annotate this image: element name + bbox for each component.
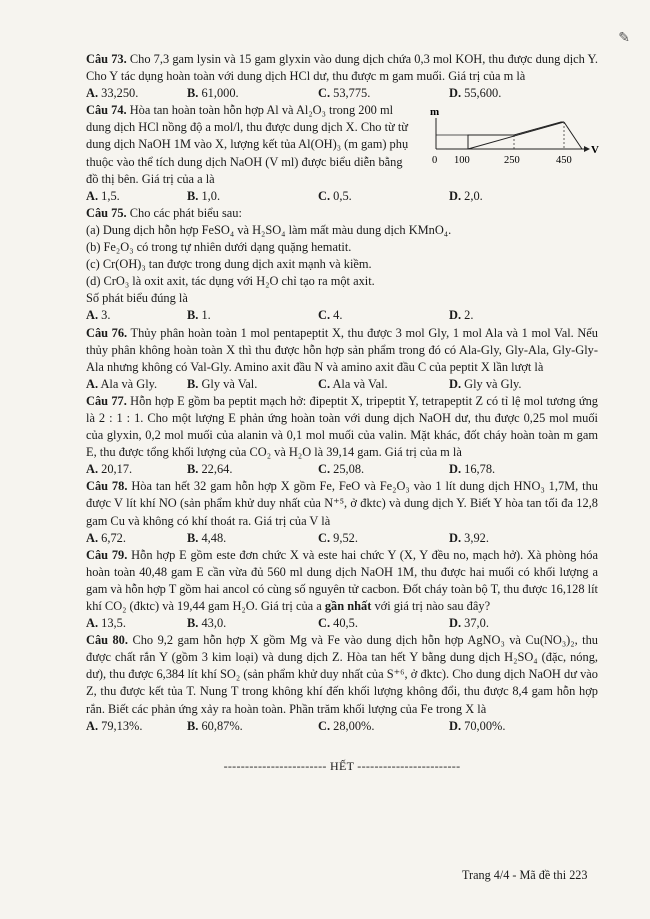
pen-mark-icon: ✎ (618, 31, 630, 46)
question-73: Câu 73. Cho 7,3 gam lysin và 15 gam glyxin vào dung dịch chứa 0,3 mol KOH, thu được dung dịch Y. Cho Y tác dụng hoàn toàn với dung dịch HCl dư, thu được m gam muối. Giá trị của m là (86, 52, 599, 84)
option-c: C. 40,5. (318, 616, 358, 631)
option-c: C. 4. (318, 308, 343, 323)
option-b: B. 43,0. (187, 616, 227, 631)
option-b: B. 60,87%. (187, 718, 243, 733)
graph-y-label: m (430, 106, 440, 119)
statement-a: (a) Dung dịch hỗn hợp FeSO₄ và H₂SO₄ làm mất màu dung dịch KMnO₄. (86, 222, 452, 237)
option-c: C. 9,52. (318, 530, 358, 545)
option-d: D. Gly và Gly. (449, 376, 522, 391)
option-a: A. 6,72. (86, 530, 126, 545)
graph-fall-line (564, 122, 582, 149)
question-79: Câu 79. Hỗn hợp E gồm este đơn chức X và este hai chức Y (X, Y đều no, mạch hở). Xà phòng hóa hoàn toàn 40,48 gam E cần vừa đủ 560 ml dung dịch NaOH 1M, thu được hai muối có khối lượng a gam và hỗn hợp T gồm hai ancol có cùng số nguyên tử cacbon. Đốt cháy toàn bộ T, thu được 16,128 lít khí CO₂ (đktc) và 19,44 gam H₂O. Giá trị của a gần nhất với giá trị nào sau đây? (86, 547, 598, 613)
option-b: B. 22,64. (187, 462, 233, 477)
statement-c: (c) Cr(OH)₃ tan được trong dung dịch axit mạnh và kiềm. (86, 257, 372, 272)
option-b: B. 4,48. (187, 530, 227, 545)
question-74: Câu 74. Hòa tan hoàn toàn hỗn hợp Al và Al₂O₃ trong 200 ml dung dịch HCl nồng độ a mol/l, thu được dung dịch X. Cho từ từ dung dịch NaOH 1M vào X, lượng kết tủa Al(OH)₃ (m gam) phụ thuộc vào thể tích dung dịch NaOH (V ml) được biểu diễn bằng đồ thị bên. Giá trị của a là m V 0 100 250 450 (86, 103, 599, 186)
questions-area (86, 51, 598, 775)
graph-x-label: V (591, 144, 599, 157)
option-d: D. 2,0. (449, 188, 483, 203)
option-b: B. Gly và Val. (187, 376, 258, 391)
options-80 (86, 718, 598, 735)
option-a: A. 33,250. (86, 86, 139, 101)
option-b: B. 1. (187, 308, 211, 323)
option-a: A. 13,5. (86, 616, 126, 631)
question-75-tail: Số phát biểu đúng là (86, 291, 188, 306)
option-d: D. 55,600. (449, 86, 502, 101)
tick-100: 100 (454, 155, 470, 167)
question-77: Câu 77. Hỗn hợp E gồm ba peptit mạch hở: đipeptit X, tripeptit Y, tetrapeptit Z có tỉ lệ mol tương ứng là 2 : 1 : 1. Cho một lượng E phản ứng hoàn toàn với dung dịch NaOH dư, thu được 0,25 mol muối của glyxin, 0,2 mol muối của alanin và 0,1 mol muối của valin. Mặt khác, đốt cháy hoàn toàn m gam E, thu được tổng khối lượng của CO₂ và H₂O là 39,14 gam. Giá trị của m là (86, 393, 598, 460)
options-73 (86, 85, 598, 102)
option-a: A. 1,5. (86, 188, 120, 203)
question-75: Câu 75. Cho các phát biểu sau: (86, 205, 242, 220)
option-c: C. Ala và Val. (318, 376, 388, 391)
options-76 (86, 376, 598, 393)
option-a: A. 20,17. (86, 462, 133, 477)
option-c: C. 0,5. (318, 188, 352, 203)
options-74 (86, 188, 598, 205)
option-c: C. 28,00%. (318, 718, 375, 733)
tick-450: 450 (556, 155, 572, 167)
page-footer: Trang 4/4 - Mã đề thi 223 (462, 868, 588, 882)
option-a: A. 3. (86, 308, 111, 323)
options-75 (86, 307, 598, 324)
option-c: C. 53,775. (318, 86, 371, 101)
question-78: Câu 78. Hòa tan hết 32 gam hỗn hợp X gồm Fe, FeO và Fe₂O₃ vào 1 lít dung dịch HNO₃ 1,7M, thu được V lít khí NO (sản phẩm khử duy nhất của N⁺⁵, ở đktc) và dung dịch Y. Biết Y hòa tan tối đa 12,8 gam Cu và không có khí thoát ra. Giá trị của V là (86, 479, 598, 528)
statement-d: (d) CrO₃ là oxit axit, tác dụng với H₂O chỉ tạo ra một axit. (86, 274, 375, 289)
option-a: A. Ala và Gly. (86, 376, 158, 391)
precipitate-graph (426, 102, 598, 170)
x-axis-arrow (584, 146, 590, 152)
option-c: C. 25,08. (318, 462, 365, 477)
statement-b: (b) Fe₂O₃ có trong tự nhiên dưới dạng quặng hematit. (86, 240, 352, 255)
options-78 (86, 530, 598, 547)
option-d: D. 70,00%. (449, 718, 506, 733)
option-d: D. 2. (449, 308, 474, 323)
option-a: A. 79,13%. (86, 718, 143, 733)
option-d: D. 3,92. (449, 530, 489, 545)
option-b: B. 61,000. (187, 86, 239, 101)
option-b: B. 1,0. (187, 188, 221, 203)
options-79 (86, 615, 598, 632)
tick-0: 0 (432, 155, 438, 167)
question-76: Câu 76. Thủy phân hoàn toàn 1 mol pentapeptit X, thu được 3 mol Gly, 1 mol Ala và 1 mol Val. Nếu thủy phân không hoàn toàn X thì thu được hỗn hợp sản phẩm trong đó có Ala-Gly, Gly-Ala, Gly-Gly-Ala nhưng không có Val-Gly. Amino axit đầu N và amino axit đầu C của peptit X lần lượt là (86, 325, 598, 374)
question-80: Câu 80. Cho 9,2 gam hỗn hợp X gồm Mg và Fe vào dung dịch hỗn hợp AgNO₃ và Cu(NO₃)₂, thu được chất rắn Y (gồm 3 kim loại) và dung dịch Z. Hòa tan hết Y bằng dung dịch H₂SO₄ (đặc, nóng, dư), thu được 6,384 lít khí SO₂ (sản phẩm khử duy nhất của S⁺⁶, ở đktc). Cho dung dịch NaOH dư vào Z, thu được kết tủa T. Nung T trong không khí đến khối lượng không đổi, thu được 8,4 gam hỗn hợp rắn. Biết các phản ứng xảy ra hoàn toàn. Phần trăm khối lượng của Fe trong X là (86, 633, 598, 716)
options-77 (86, 461, 598, 478)
option-d: D. 16,78. (449, 462, 496, 477)
tick-250: 250 (504, 155, 520, 167)
option-d: D. 37,0. (449, 616, 489, 631)
end-marker: ------------------------ HẾT ------------------------ (223, 758, 461, 773)
